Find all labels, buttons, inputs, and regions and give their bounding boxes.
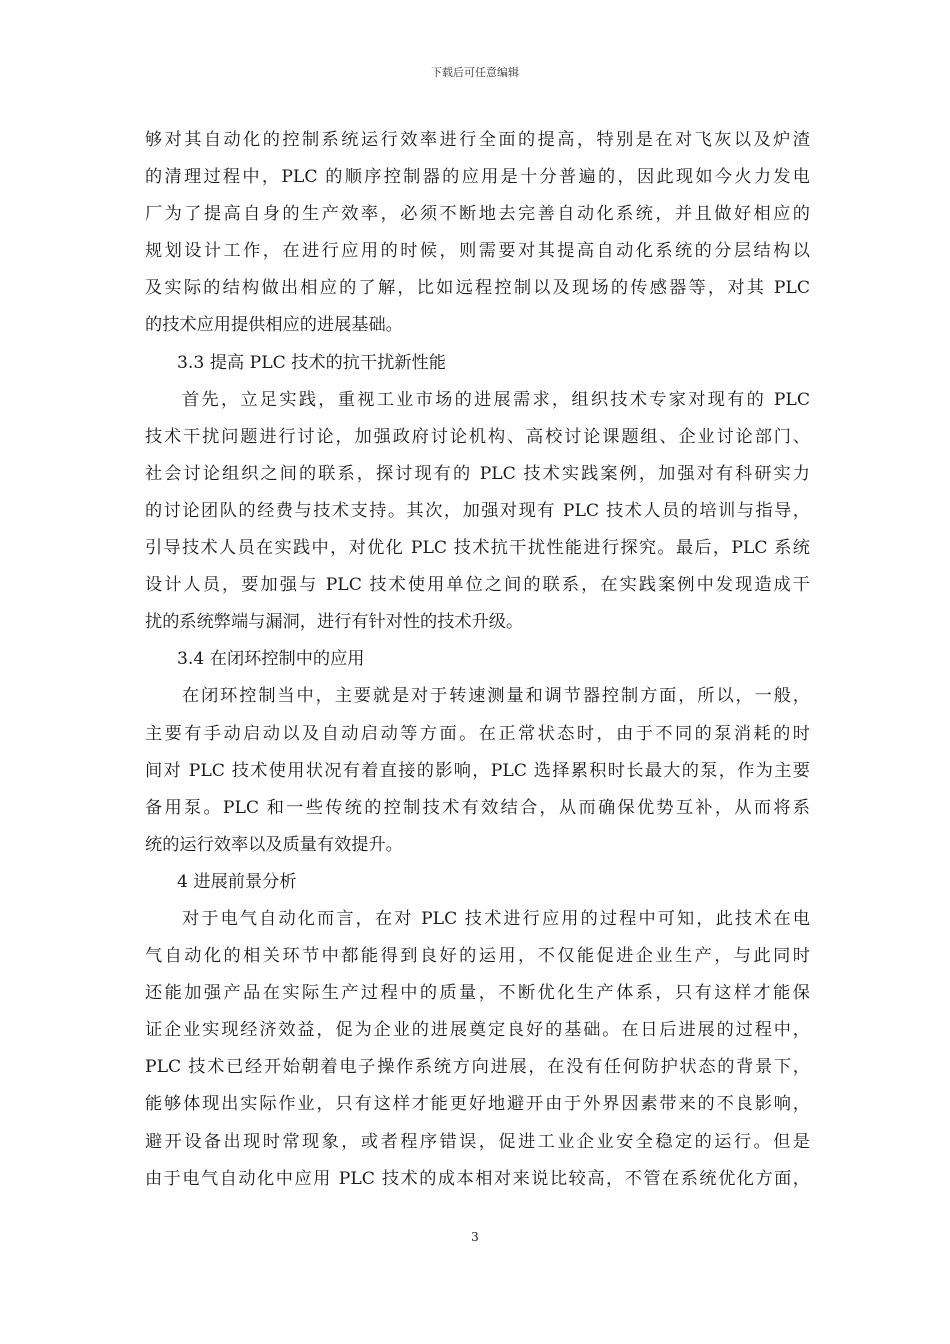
- text-line: 规划设计工作，在进行应用的时候，则需要对其提高自动化系统的分层结构以: [145, 241, 810, 262]
- page-number: 3: [471, 1230, 479, 1244]
- text-line: 的技术应用提供相应的进展基础。: [145, 315, 403, 336]
- text-line: 社会讨论组织之间的联系，探讨现有的 PLC 技术实践案例，加强对有科研实力: [145, 463, 810, 484]
- text-line: 够对其自动化的控制系统运行效率进行全面的提高，特别是在对飞灰以及炉渣: [145, 130, 810, 150]
- text-line: 能够体现出实际作业，只有这样才能更好地避开由于外界因素带来的不良影响，: [145, 1094, 810, 1115]
- page-header: 下载后可任意编辑: [431, 66, 519, 79]
- text-line: 备用泵。PLC 和一些传统的控制技术有效结合，从而确保优势互补，从而将系: [145, 797, 810, 818]
- text-line: PLC 技术已经开始朝着电子操作系统方向进展，在没有任何防护状态的背景下，: [145, 1057, 810, 1078]
- text-line: 避开设备出现时常现象，或者程序错误，促进工业企业安全稳定的运行。但是: [145, 1131, 810, 1152]
- text-line: 设计人员，要加强与 PLC 技术使用单位之间的联系，在实践案例中发现造成干: [145, 575, 810, 596]
- text-line: 在闭环控制当中，主要就是对于转速测量和调节器控制方面，所以，一般，: [182, 686, 810, 707]
- text-line: 间对 PLC 技术使用状况有着直接的影响，PLC 选择累积时长最大的泵，作为主要: [145, 760, 810, 781]
- text-line: 及实际的结构做出相应的了解，比如远程控制以及现场的传感器等，对其 PLC: [145, 278, 810, 299]
- section-heading: 4 进展前景分析: [177, 871, 297, 892]
- text-line: 扰的系统弊端与漏洞，进行有针对性的技术升级。: [145, 612, 524, 633]
- text-line: 气自动化的相关环节中都能得到良好的运用，不仅能促进企业生产，与此同时: [145, 946, 810, 967]
- text-line: 的讨论团队的经费与技术支持。其次，加强对现有 PLC 技术人员的培训与指导，: [145, 500, 810, 521]
- text-line: 技术干扰问题进行讨论，加强政府讨论机构、高校讨论课题组、企业讨论部门、: [145, 426, 810, 447]
- text-line: 证企业实现经济效益，促为企业的进展奠定良好的基础。在日后进展的过程中，: [145, 1020, 810, 1041]
- section-heading: 3.4 在闭环控制中的应用: [177, 649, 365, 670]
- text-line: 首先，立足实践，重视工业市场的进展需求，组织技术专家对现有的 PLC: [182, 389, 810, 410]
- body-text: [145, 122, 810, 1198]
- text-line: 引导技术人员在实践中，对优化 PLC 技术抗干扰性能进行探究。最后，PLC 系统: [145, 538, 810, 559]
- section-heading: 3.3 提高 PLC 技术的抗干扰新性能: [177, 352, 446, 373]
- text-line: 对于电气自动化而言，在对 PLC 技术进行应用的过程中可知，此技术在电: [182, 908, 810, 929]
- text-line: 厂为了提高自身的生产效率，必须不断地去完善自动化系统，并且做好相应的: [145, 204, 810, 225]
- text-line: 由于电气自动化中应用 PLC 技术的成本相对来说比较高，不管在系统优化方面，: [145, 1168, 810, 1189]
- text-line: 的清理过程中，PLC 的顺序控制器的应用是十分普遍的，因此现如今火力发电: [145, 167, 810, 188]
- text-line: 主要有手动启动以及自动启动等方面。在正常状态时，由于不同的泵消耗的时: [145, 723, 810, 744]
- text-line: 还能加强产品在实际生产过程中的质量，不断优化生产体系，只有这样才能保: [145, 983, 810, 1004]
- text-line: 统的运行效率以及质量有效提升。: [145, 834, 403, 855]
